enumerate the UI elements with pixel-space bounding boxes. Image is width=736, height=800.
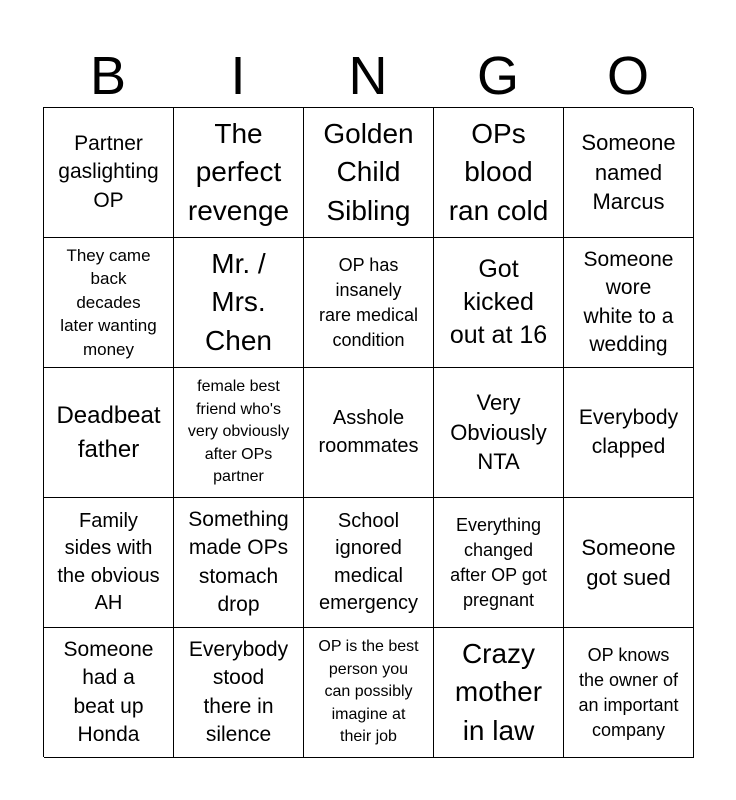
bingo-cell[interactable] <box>304 628 434 758</box>
bingo-cell[interactable] <box>564 628 694 758</box>
bingo-cell[interactable] <box>434 108 564 238</box>
bingo-cell-text: Partner gaslighting OP <box>58 131 159 212</box>
bingo-cell-text: Family sides with the obvious AH <box>57 509 160 614</box>
bingo-cell-text: OP knows the owner of an important company <box>578 644 679 740</box>
bingo-cell-text: Someone wore white to a wedding <box>583 247 674 356</box>
header-letter-i: I <box>230 46 246 106</box>
bingo-cell[interactable] <box>564 238 694 368</box>
header-letter-o: O <box>606 46 649 106</box>
bingo-cell-text: The perfect revenge <box>187 117 290 226</box>
bingo-cell[interactable] <box>174 108 304 238</box>
bingo-cell-text: OP has insanely rare medical condition <box>318 254 419 350</box>
header-letter-g: G <box>476 46 519 106</box>
bingo-cell-text: Mr. / Mrs. Chen <box>205 247 272 356</box>
bingo-cell[interactable] <box>434 368 564 498</box>
bingo-cell[interactable] <box>44 368 174 498</box>
bingo-cell[interactable] <box>304 238 434 368</box>
bingo-cell[interactable] <box>564 498 694 628</box>
bingo-cell[interactable] <box>304 108 434 238</box>
bingo-cell-text: Got kicked out at 16 <box>449 255 548 349</box>
bingo-cell[interactable] <box>434 628 564 758</box>
bingo-cell[interactable] <box>44 628 174 758</box>
bingo-cell-text: Golden Child Sibling <box>323 117 414 226</box>
bingo-cell-text: Someone named Marcus <box>581 130 676 215</box>
bingo-cell-text: Asshole roommates <box>318 407 419 457</box>
bingo-cell[interactable] <box>44 238 174 368</box>
bingo-cell[interactable] <box>564 368 694 498</box>
bingo-cell[interactable] <box>564 108 694 238</box>
bingo-board <box>43 107 693 757</box>
bingo-cell-text: Something made OPs stomach drop <box>188 507 289 616</box>
bingo-cell[interactable] <box>174 498 304 628</box>
bingo-cell-text: Everybody clapped <box>578 406 679 458</box>
bingo-cell-text: They came back decades later wanting money <box>60 245 157 359</box>
bingo-cell[interactable] <box>44 108 174 238</box>
bingo-cell[interactable] <box>174 238 304 368</box>
bingo-cell-text: Very Obviously NTA <box>450 390 547 475</box>
bingo-cell-text: Deadbeat father <box>56 401 161 463</box>
header-letter-n: N <box>348 46 388 106</box>
header-letter-b: B <box>89 46 127 106</box>
bingo-cell[interactable] <box>434 498 564 628</box>
bingo-cell-text: School ignored medical emergency <box>319 509 418 614</box>
bingo-cell-text: Everything changed after OP got pregnant <box>450 514 547 610</box>
bingo-cell[interactable] <box>174 628 304 758</box>
bingo-cell[interactable] <box>304 368 434 498</box>
bingo-cell[interactable] <box>434 238 564 368</box>
bingo-cell-text: Everybody stood there in silence <box>188 637 289 746</box>
bingo-cell-text: OPs blood ran cold <box>448 117 549 226</box>
bingo-cell-text: female best friend who's very obviously after OPs partner <box>187 378 290 486</box>
bingo-cell-text: Crazy mother in law <box>454 637 543 746</box>
bingo-header <box>43 44 693 108</box>
bingo-cell-text: Someone got sued <box>581 535 676 590</box>
bingo-cell-text: Someone had a beat up Honda <box>63 637 154 746</box>
bingo-cell[interactable] <box>44 498 174 628</box>
bingo-cell-text: OP is the best person you can possibly imagine at their job <box>318 638 419 746</box>
bingo-cell[interactable] <box>304 498 434 628</box>
bingo-cell[interactable] <box>174 368 304 498</box>
